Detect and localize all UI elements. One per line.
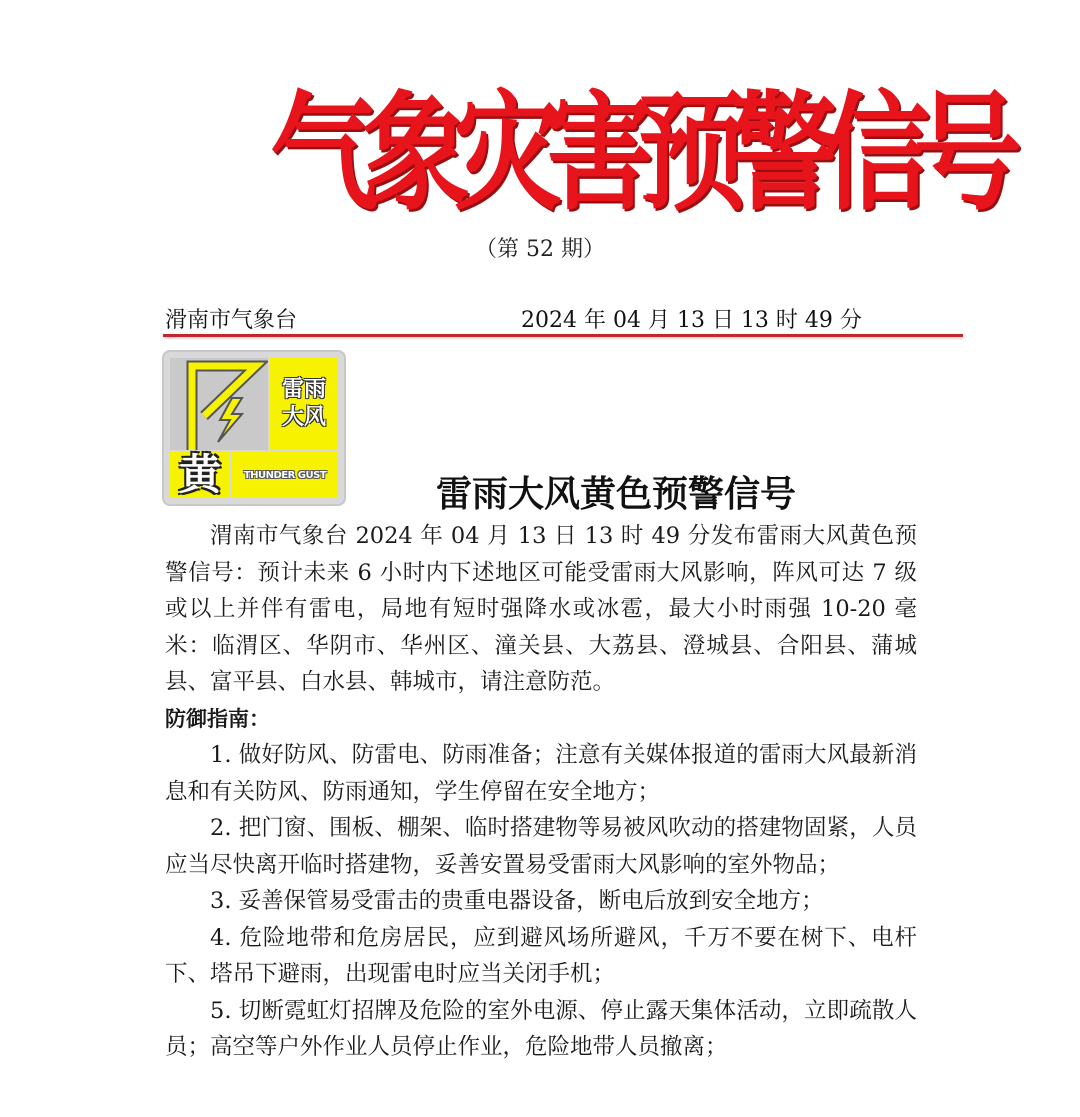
guide-item: 2. 把门窗、围板、棚架、临时搭建物等易被风吹动的搭建物固紧，人员应当尽快离开临时搭建物，妥善安置易受雷雨大风影响的室外物品； [165,815,917,878]
guide-item: 5. 切断霓虹灯招牌及危险的室外电源、停止露天集体活动，立即疏散人员；高空等户外作业人员停止作业，危险地带人员撤离； [165,997,917,1060]
guide-heading: 防御指南： [165,706,270,731]
warning-type-line1: 雷雨 [281,377,326,402]
document-title: 雷雨大风黄色预警信号 [435,474,796,515]
thunder-gust-icon [170,358,268,450]
guide-item: 1. 做好防风、防雷电、防雨准备；注意有关媒体报道的雷雨大风最新消息和有关防风、防雨通知，学生停留在安全地方； [165,742,917,805]
warning-english-label: THUNDER GUST [232,452,338,498]
intro-paragraph: 渭南市气象台 2024 年 04 月 13 日 13 时 49 分发布雷雨大风黄色预警信号：预计未来 6 小时内下述地区可能受雷雨大风影响，阵风可达 7 级或以上并伴有雷电，局地有短时强降水或冰雹，最大小时雨强 10-20 毫米：临渭区、华阴市、华州区、潼关县、大荔县、澄城县、合阳县、蒲城县、富平县、白水县、韩城市，请注意防范。 [165,523,917,695]
issue-number: （第 52 期） [475,237,605,262]
issuer-name: 滑南市气象台 [165,308,298,333]
warning-level: 黄 [170,452,230,498]
masthead-title: 气象灾害预警信号 [270,80,1007,228]
warning-type-line2: 大风 [281,405,326,430]
guide-item: 4. 危险地带和危房居民，应到避风场所避风，千万不要在树下、电杆下、塔吊下避雨，出现雷电时应当关闭手机； [165,924,917,987]
issuer-header [163,303,963,335]
warning-type-label [270,358,338,450]
issue-datetime: 2024 年 04 月 13 日 13 时 49 分 [521,308,862,333]
red-divider [163,334,963,337]
guide-item: 3. 妥善保管易受雷击的贵重电器设备，断电后放到安全地方； [210,888,824,914]
document-body [165,518,917,1066]
